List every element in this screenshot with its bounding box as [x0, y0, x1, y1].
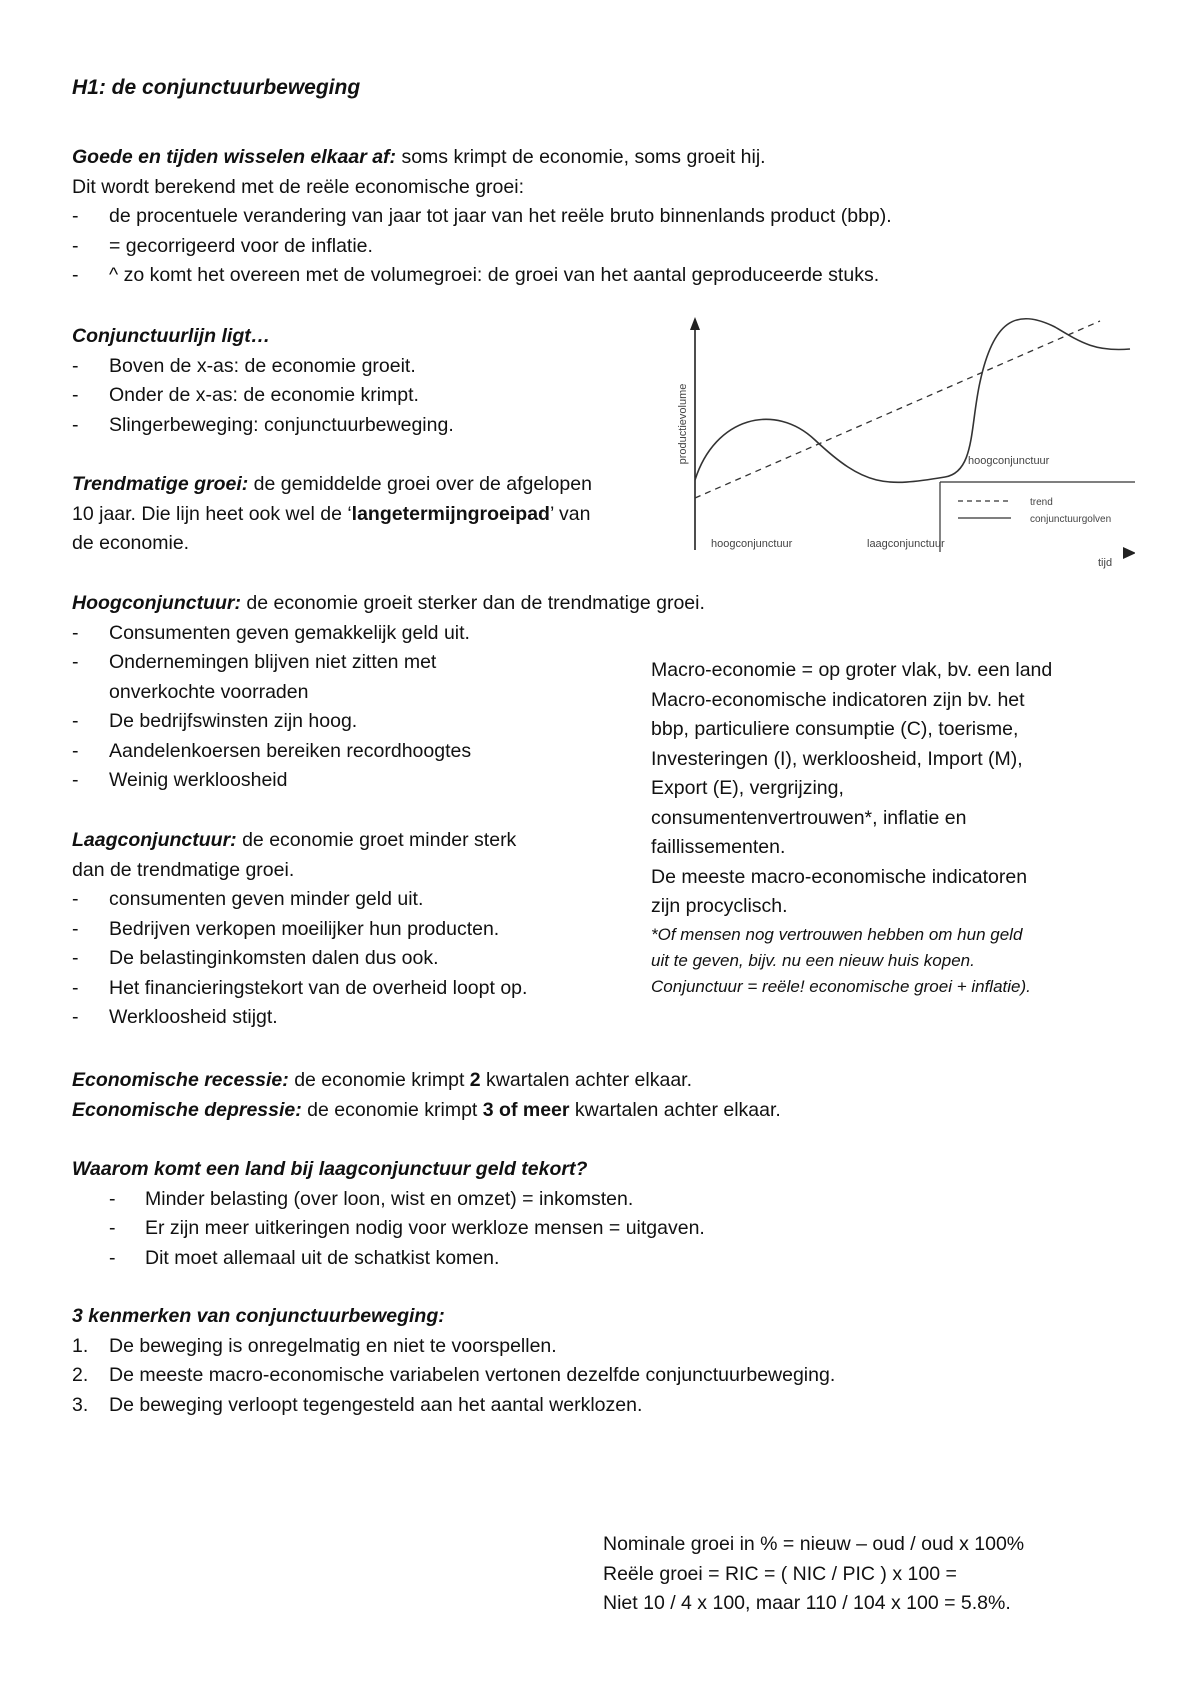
legend-golven-label: conjunctuurgolven [1030, 514, 1112, 525]
legend-trend-label: trend [1030, 497, 1053, 508]
bullet-dash: - [72, 947, 79, 969]
intro-heading: Goede en tijden wisselen elkaar af: [72, 146, 397, 168]
y-axis-label: productievolume [677, 383, 689, 465]
bullet-dash: - [72, 413, 79, 436]
list-item: - = gecorrigeerd voor de inflatie. [72, 232, 892, 262]
macro-box: Macro-economie = op groter vlak, bv. een land Macro-economische indicatoren zijn bv. het bbp, particuliere consumptie (C), toerisme, Investeringen (I), werkloosheid, Import (M), Export (E), vergrijzing, consumentenvertrouwen*, inflatie en faillissementen. De meeste macro-economische indicatoren zijn procyclisch. *Of mensen nog vertrouwen hebben om hun geld uit te geven, bijv. nu een nieuw huis kopen. Conjunctuur = reële! economische groei + inflatie). [651, 656, 1052, 1000]
intro-heading-rest: soms krimpt de economie, soms groeit hij. [396, 146, 766, 168]
list-item: - Consumenten geven gemakkelijk geld uit. [72, 619, 705, 649]
formula-line: Niet 10 / 4 x 100, maar 110 / 104 x 100 = 5.8%. [603, 1592, 1011, 1614]
bullet-dash: - [72, 976, 79, 999]
trend-line [695, 321, 1100, 498]
bullet-dash: - [109, 1187, 116, 1210]
numbered-item: 2. De meeste macro-economische variabelen vertonen dezelfde conjunctuurbeweging. [72, 1364, 836, 1386]
list-item: - de procentuele verandering van jaar tot jaar van het reële bruto binnenlands product (bbp). [72, 202, 892, 232]
intro-section [72, 143, 892, 291]
kenmerken-section [72, 1302, 835, 1420]
bullet-dash: - [72, 1006, 79, 1028]
list-item: - Weinig werkloosheid [72, 766, 705, 796]
bullet-dash: - [72, 769, 79, 791]
page-title: H1: de conjunctuurbeweging [72, 76, 361, 99]
trend-heading: Trendmatige groei: [72, 473, 249, 495]
list-item: - Aandelenkoersen bereiken recordhoogtes [72, 737, 705, 767]
list-item: - Minder belasting (over loon, wist en omzet) = inkomsten. [72, 1185, 705, 1215]
bullet-dash: - [72, 384, 79, 406]
x-axis-label: tijd [1098, 557, 1113, 569]
kenmerken-heading: 3 kenmerken van conjunctuurbeweging: [72, 1305, 445, 1327]
hoog-heading: Hoogconjunctuur: [72, 592, 241, 614]
line-section [72, 322, 454, 440]
waarom-heading: Waarom komt een land bij laagconjunctuur geld tekort? [72, 1158, 588, 1180]
y-axis-arrow-icon [690, 317, 700, 330]
bullet-dash: - [72, 651, 79, 673]
hoog-section: Hoogconjunctuur: de economie groeit sterker dan de trendmatige groei. - Consumenten geven gemakkelijk geld uit. - Ondernemingen blijven niet zitten met onverkochte voorraden - De bedrijfswinsten zijn hoog. - Aandelenkoersen bereiken recordhoogtes - Weinig werkloosheid [72, 589, 705, 796]
bullet-dash: - [72, 354, 79, 377]
list-item: - Ondernemingen blijven niet zitten met [72, 648, 705, 678]
bullet-dash: - [72, 264, 79, 286]
recessie-line: Economische recessie: de economie krimpt 2 kwartalen achter elkaar. [72, 1069, 692, 1091]
formula-line: Nominale groei in % = nieuw – oud / oud x 100% [603, 1533, 1025, 1555]
conjunctuur-wave [695, 319, 1130, 483]
line-section-heading: Conjunctuurlijn ligt… [72, 325, 271, 347]
list-item: - De bedrijfswinsten zijn hoog. [72, 707, 705, 737]
depressie-line: Economische depressie: de economie krimpt 3 of meer kwartalen achter elkaar. [72, 1098, 781, 1121]
intro-line: Dit wordt berekend met de reële economische groei: [72, 175, 524, 198]
list-item: - Onder de x-as: de economie krimpt. [72, 381, 454, 411]
bullet-dash: - [72, 888, 79, 910]
waarom-section [72, 1155, 705, 1273]
bullet-dash: - [109, 1246, 116, 1269]
list-item: - Er zijn meer uitkeringen nodig voor werkloze mensen = uitgaven. [72, 1214, 705, 1244]
numbered-item: 3. De beweging verloopt tegengesteld aan het aantal werklozen. [72, 1393, 643, 1416]
macro-note: Conjunctuur = reële! economische groei + inflatie). [651, 976, 1031, 996]
bullet-dash: - [72, 917, 79, 940]
list-item: - Het financieringstekort van de overheid loopt op. [72, 974, 527, 1004]
list-item: - Dit moet allemaal uit de schatkist komen. [72, 1244, 705, 1274]
list-item: - Werkloosheid stijgt. [72, 1003, 527, 1033]
bullet-dash: - [72, 710, 79, 732]
formulas [603, 1530, 1024, 1619]
bullet-dash: - [72, 205, 79, 227]
list-item-continuation: onverkochte voorraden [109, 680, 309, 703]
laag-section: Laagconjunctuur: de economie groet minder sterk dan de trendmatige groei. - consumenten geven minder geld uit. - Bedrijven verkopen moeilijker hun producten. - De belastinginkomsten dalen dus ook. - Het financieringstekort van de overheid loopt op. - Werkloosheid stijgt. [72, 826, 527, 1033]
formula-line: Reële groei = RIC = ( NIC / PIC ) x 100 = [603, 1562, 957, 1585]
recessie-depressie [72, 1066, 781, 1125]
label-laagconjunctuur: laagconjunctuur [867, 538, 945, 550]
label-hoogconjunctuur-right: hoogconjunctuur [968, 455, 1050, 467]
laag-heading: Laagconjunctuur: [72, 829, 237, 851]
list-item: - Slingerbeweging: conjunctuurbeweging. [72, 411, 454, 441]
macro-note: uit te geven, bijv. nu een nieuw huis kopen. [651, 950, 975, 970]
bullet-dash: - [72, 739, 79, 762]
bullet-dash: - [109, 1217, 116, 1239]
numbered-item: 1. De beweging is onregelmatig en niet te voorspellen. [72, 1334, 557, 1357]
x-axis-arrow-icon [1123, 547, 1135, 559]
list-item: - ^ zo komt het overeen met de volumegroei: de groei van het aantal geproduceerde stuks. [72, 261, 892, 291]
trend-section: Trendmatige groei: de gemiddelde groei over de afgelopen 10 jaar. Die lijn heet ook wel de ‘langetermijngroeipad’ van de economie. [72, 473, 592, 554]
list-item: - Boven de x-as: de economie groeit. [72, 352, 454, 382]
bullet-dash: - [72, 234, 79, 257]
macro-note: *Of mensen nog vertrouwen hebben om hun geld [651, 924, 1023, 944]
list-item: - Bedrijven verkopen moeilijker hun producten. [72, 915, 527, 945]
list-item: - consumenten geven minder geld uit. [72, 885, 527, 915]
legend [940, 482, 1135, 552]
trend-term: langetermijngroeipad [351, 502, 550, 525]
label-hoogconjunctuur-left: hoogconjunctuur [711, 538, 793, 550]
conjunctuur-diagram [655, 312, 1135, 574]
list-item: - De belastinginkomsten dalen dus ook. [72, 944, 527, 974]
bullet-dash: - [72, 621, 79, 644]
